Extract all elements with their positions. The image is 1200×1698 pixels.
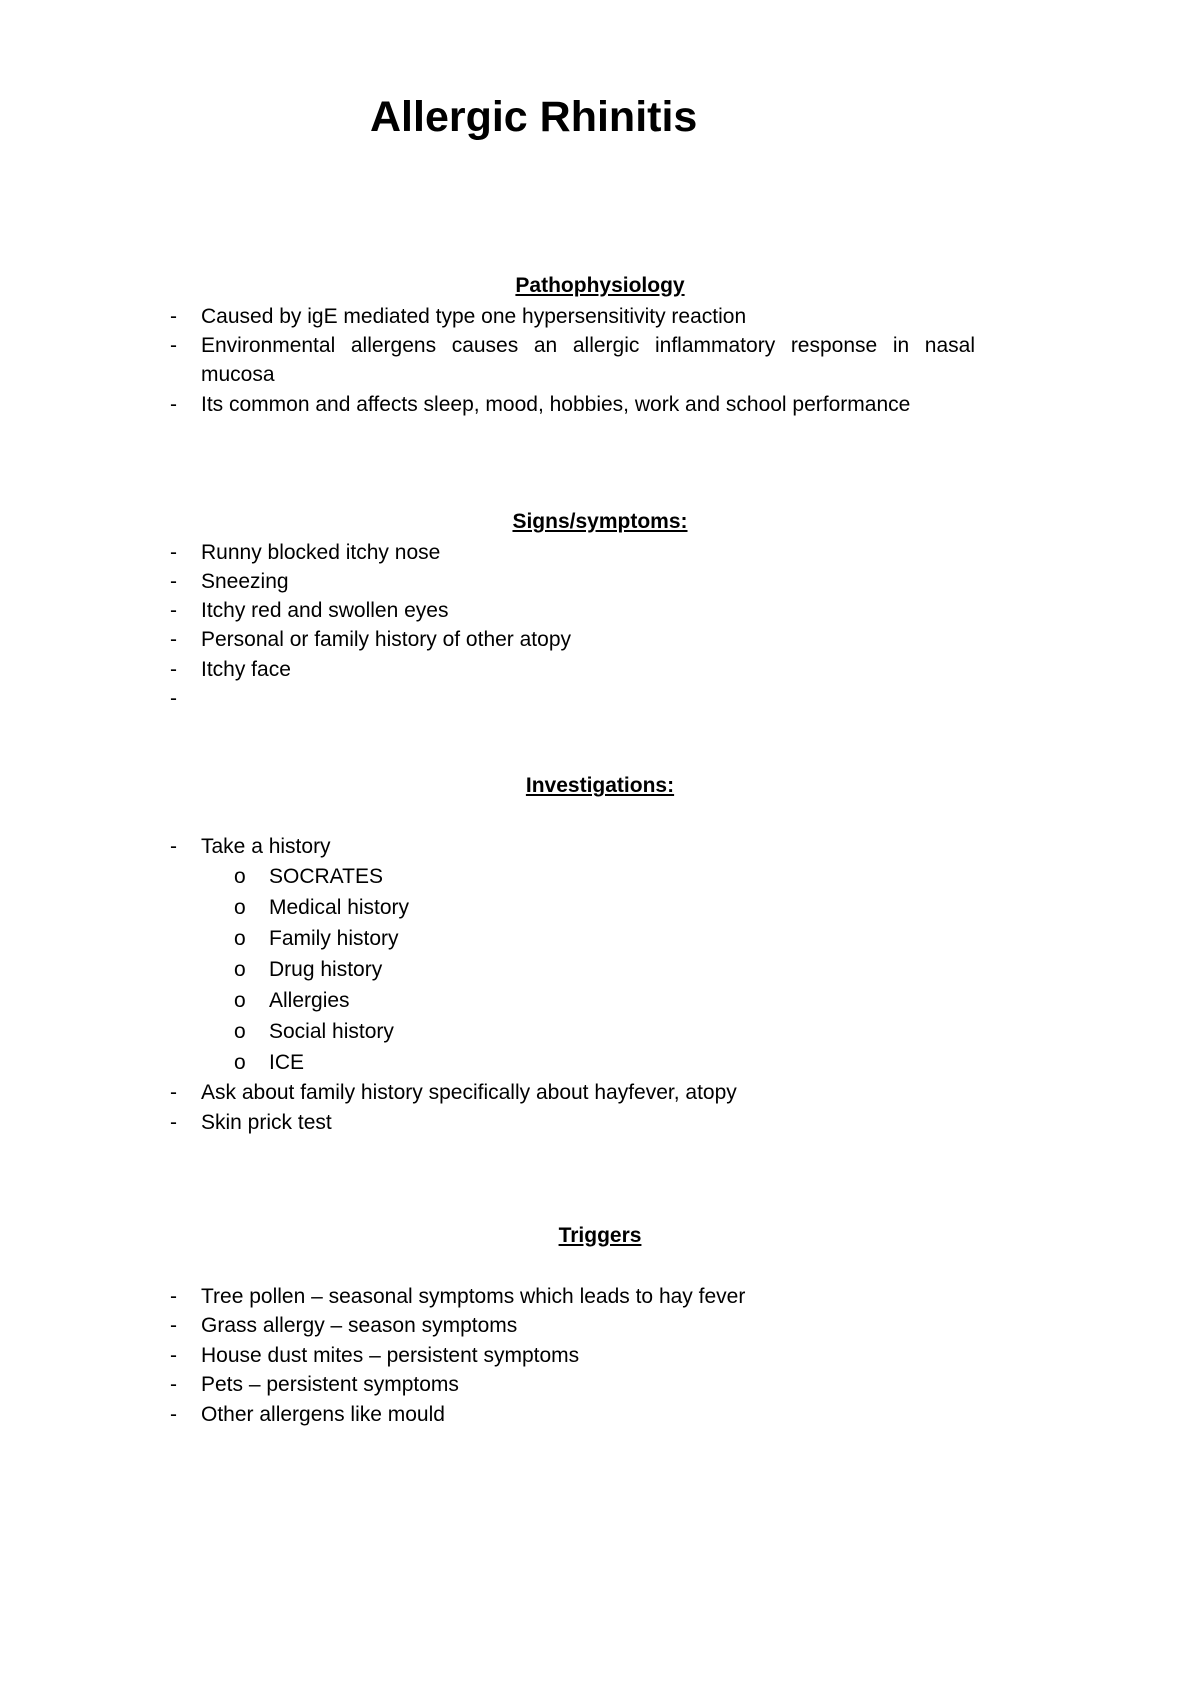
sub-list-item-text: Drug history [269, 958, 383, 981]
dash-marker: - [170, 541, 177, 564]
list-item-text: Sneezing [201, 570, 289, 593]
sub-list-item [234, 862, 834, 891]
list-item-text: Itchy red and swollen eyes [201, 599, 449, 622]
list-item [170, 832, 975, 861]
list-item-text: Itchy face [201, 658, 291, 681]
list-item [170, 655, 975, 684]
dash-marker: - [170, 1314, 177, 1337]
dash-marker: - [170, 687, 177, 710]
circle-bullet-icon: o [234, 927, 246, 950]
list-item [170, 1400, 975, 1429]
list-item-text: House dust mites – persistent symptoms [201, 1344, 580, 1367]
section-heading-signs-symptoms: Signs/symptoms: [512, 510, 688, 533]
dash-marker: - [170, 599, 177, 622]
list-item [170, 567, 975, 596]
list-item [170, 302, 975, 331]
sub-list-item-text: Family history [269, 927, 399, 950]
list-item-text: Environmental allergens causes an allergic inflammatory response in nasal mucosa [201, 334, 975, 386]
list-item [170, 1108, 975, 1137]
list-item-text: Tree pollen – seasonal symptoms which leads to hay fever [201, 1285, 746, 1308]
list-item-text: Take a history [201, 835, 331, 858]
list-item-text: Other allergens like mould [201, 1403, 445, 1426]
circle-bullet-icon: o [234, 865, 246, 888]
sub-list-item-text: Social history [269, 1020, 394, 1043]
list-item-text: Caused by igE mediated type one hypersensitivity reaction [201, 305, 747, 328]
dash-marker: - [170, 1285, 177, 1308]
list-item [170, 538, 975, 567]
sub-list-item-text: SOCRATES [269, 865, 383, 888]
section-heading-pathophysiology: Pathophysiology [515, 274, 685, 297]
dash-marker: - [170, 1403, 177, 1426]
list-item [170, 1370, 975, 1399]
sub-list-item [234, 1048, 834, 1077]
sub-list-item [234, 1017, 834, 1046]
list-item-text: Ask about family history specifically about hayfever, atopy [201, 1081, 737, 1104]
list-item [170, 1341, 975, 1370]
circle-bullet-icon: o [234, 989, 246, 1012]
list-item [170, 1311, 975, 1340]
sub-list-item [234, 986, 834, 1015]
circle-bullet-icon: o [234, 1051, 246, 1074]
list-item-text: Grass allergy – season symptoms [201, 1314, 518, 1337]
dash-marker: - [170, 1111, 177, 1134]
dash-marker: - [170, 570, 177, 593]
list-item [170, 625, 975, 654]
dash-marker: - [170, 628, 177, 651]
list-item [170, 1078, 975, 1107]
page-title: Allergic Rhinitis [370, 93, 698, 141]
dash-marker: - [170, 658, 177, 681]
dash-marker: - [170, 1344, 177, 1367]
list-item-text: Skin prick test [201, 1111, 332, 1134]
sub-list-item [234, 955, 834, 984]
circle-bullet-icon: o [234, 896, 246, 919]
list-item [170, 596, 975, 625]
dash-marker: - [170, 835, 177, 858]
sub-list-item-text: Allergies [269, 989, 350, 1012]
sub-list-item-text: Medical history [269, 896, 410, 919]
sub-list-item-text: ICE [269, 1051, 305, 1074]
dash-marker: - [170, 305, 177, 328]
circle-bullet-icon: o [234, 1020, 246, 1043]
list-item-text: Pets – persistent symptoms [201, 1373, 459, 1396]
circle-bullet-icon: o [234, 958, 246, 981]
dash-marker: - [170, 1373, 177, 1396]
list-item-text: Runny blocked itchy nose [201, 541, 441, 564]
list-item [170, 331, 975, 389]
section-heading-triggers: Triggers [558, 1224, 642, 1247]
dash-marker: - [170, 334, 177, 357]
dash-marker: - [170, 1081, 177, 1104]
list-item-text: Personal or family history of other atopy [201, 628, 572, 651]
list-item [170, 1282, 975, 1311]
list-item [170, 390, 975, 419]
list-item-text: Its common and affects sleep, mood, hobbies, work and school performance [201, 393, 911, 416]
section-heading-investigations: Investigations: [525, 774, 675, 797]
sub-list-item [234, 924, 834, 953]
dash-marker: - [170, 393, 177, 416]
sub-list-item [234, 893, 834, 922]
